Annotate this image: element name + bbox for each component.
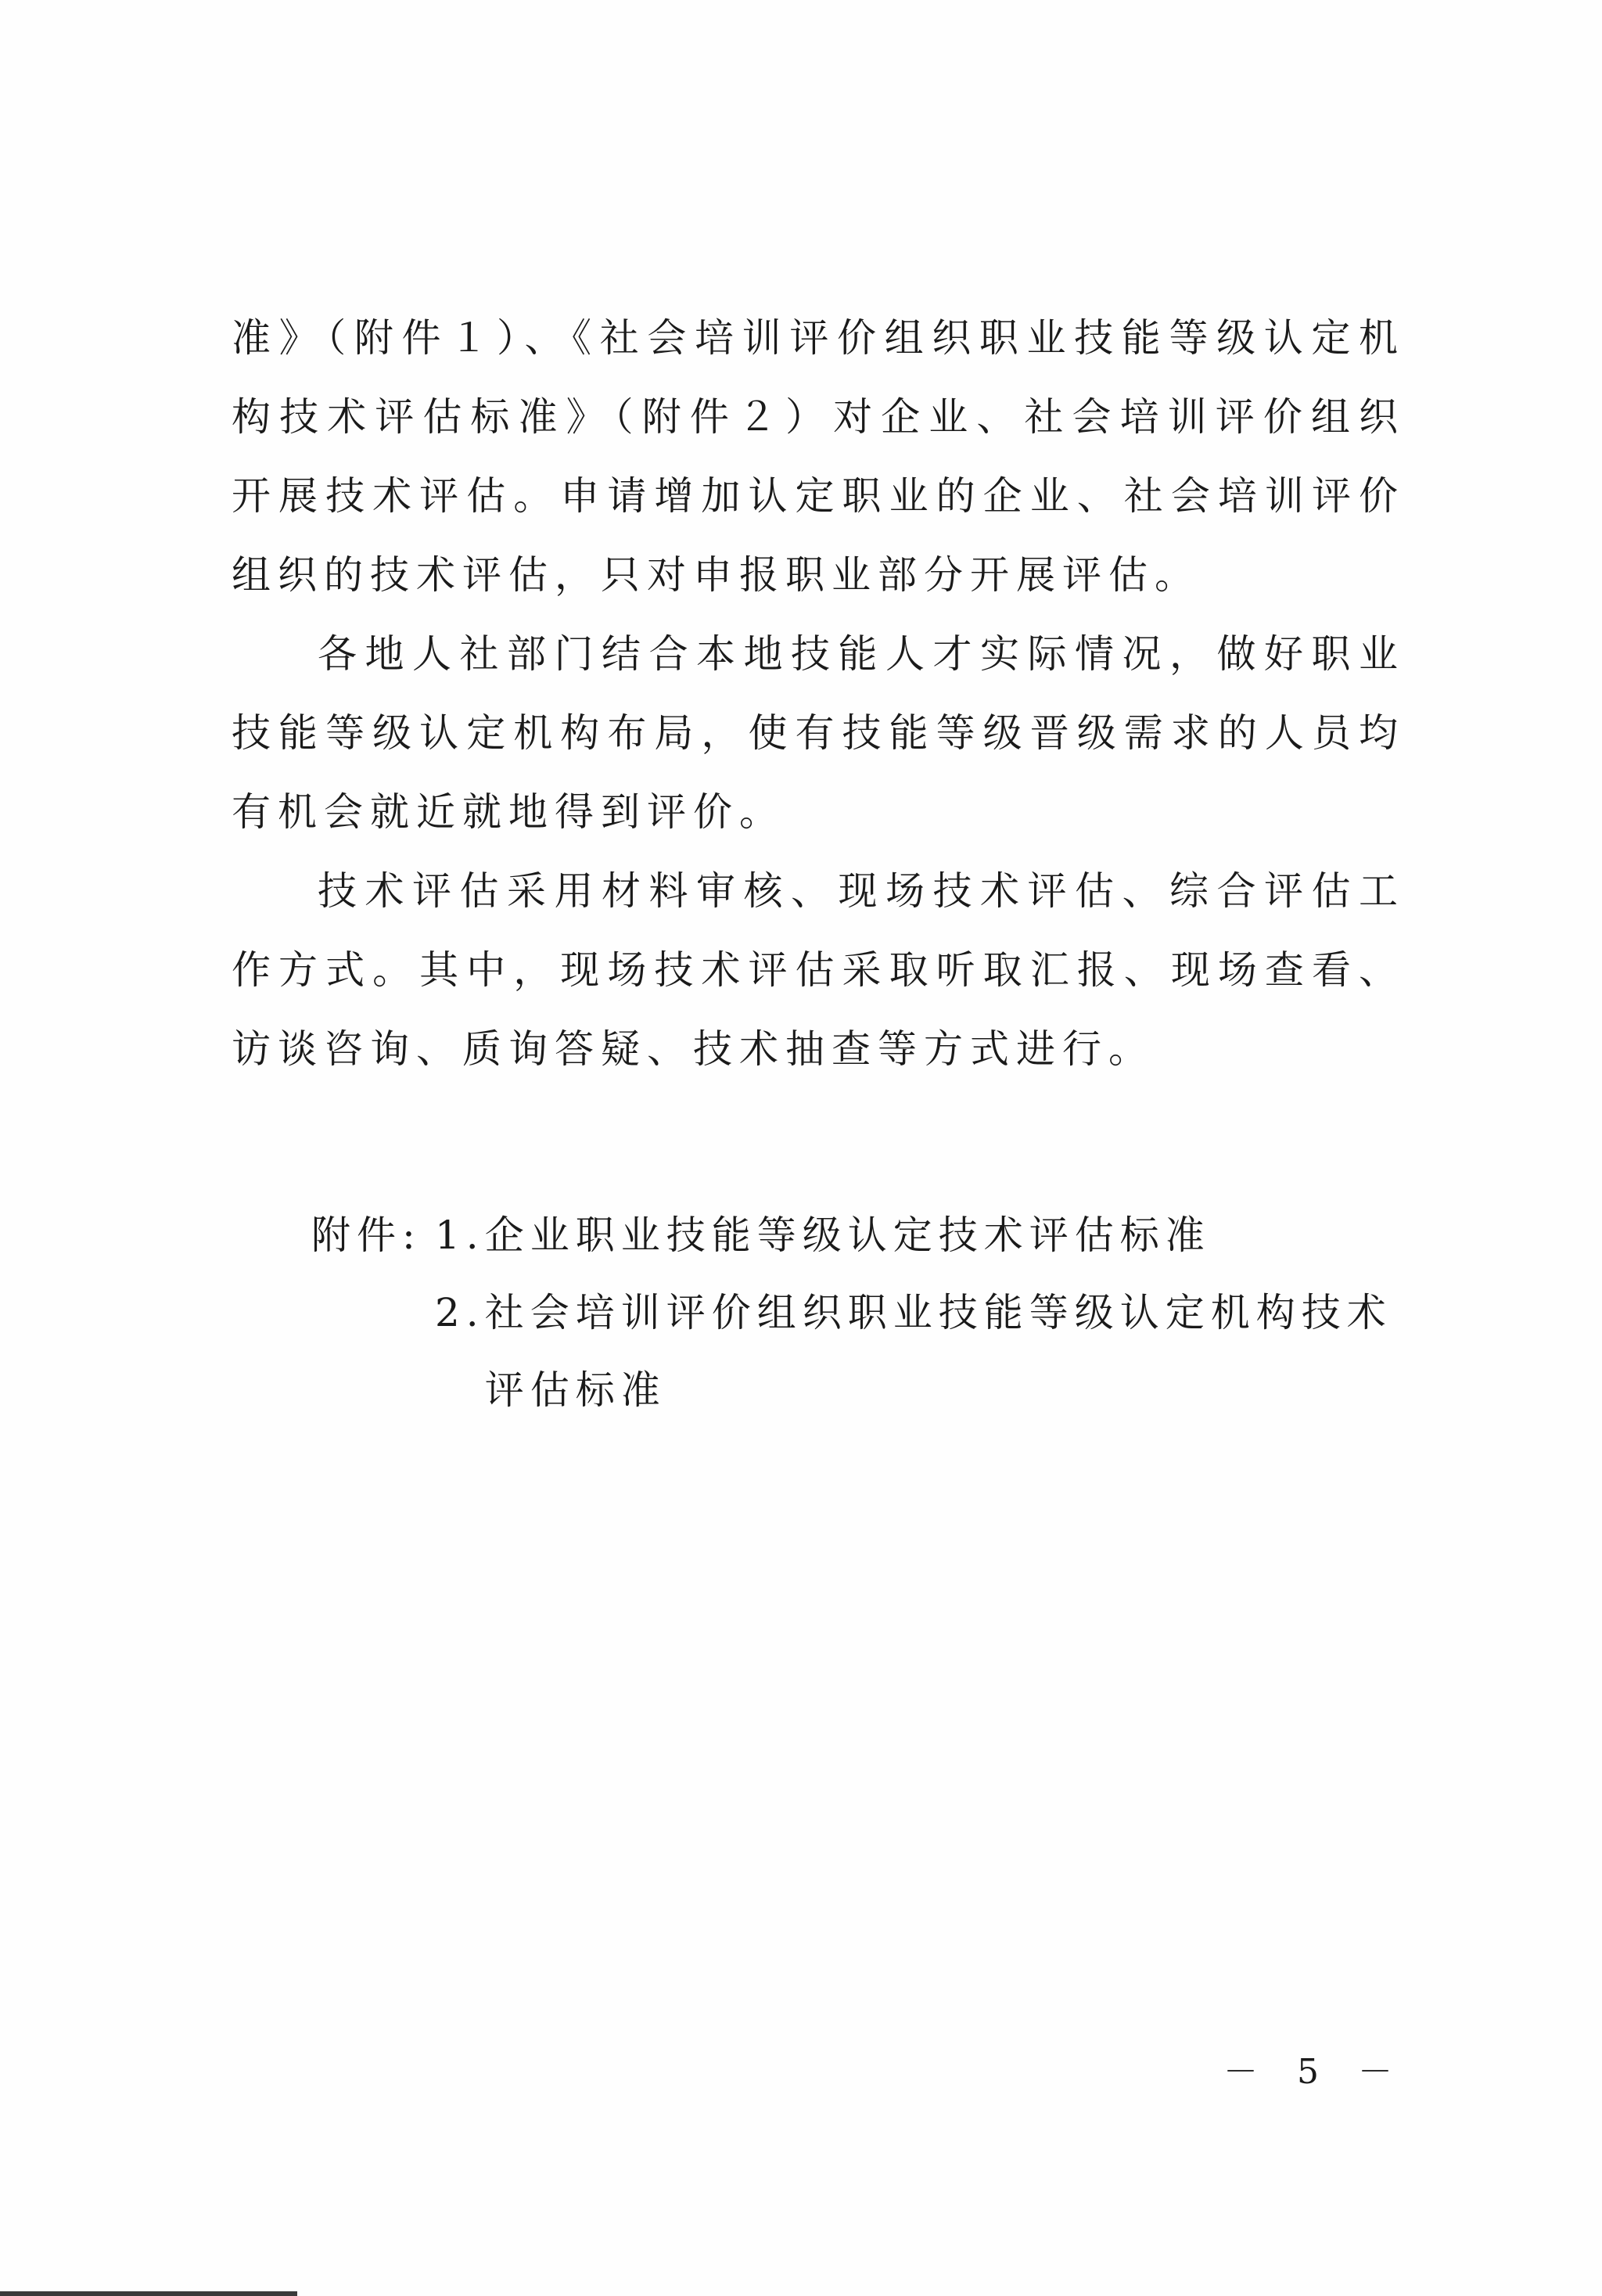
attachments-label: 附件: (311, 1213, 422, 1258)
scan-edge-mark (0, 2291, 297, 2296)
page-number: － 5 － (1223, 2052, 1406, 2092)
attachment-item (435, 1197, 1422, 1274)
attachment-number: 2. (435, 1290, 485, 1335)
body-text (232, 299, 1405, 1089)
attachment-title: 企业职业技能等级认定技术评估标准 (484, 1213, 1211, 1258)
attachment-number: 1. (435, 1213, 485, 1258)
attachment-row (311, 1197, 1422, 1274)
paragraph-continuation: 准》（附件１）、《社会培训评价组织职业技能等级认定机构技术评估标准》（附件２）对企业、社会培训评价组织开展技术评估。申请增加认定职业的企业、社会培训评价组织的技术评估，只对申报职业部分开展评估。 (232, 315, 1405, 598)
attachments-list (311, 1197, 1422, 1429)
attachment-item (435, 1274, 1422, 1429)
attachment-row (311, 1274, 1422, 1429)
paragraph-institution-layout: 各地人社部门结合本地技能人才实际情况，做好职业技能等级认定机构布局，使有技能等级晋级需求的人员均有机会就近就地得到评价。 (232, 631, 1405, 835)
paragraph-evaluation-methods: 技术评估采用材料审核、现场技术评估、综合评估工作方式。其中，现场技术评估采取听取汇报、现场查看、访谈咨询、质询答疑、技术抽查等方式进行。 (232, 868, 1405, 1072)
attachment-title: 社会培训评价组织职业技能等级认定机构技术评估标准 (484, 1290, 1392, 1413)
